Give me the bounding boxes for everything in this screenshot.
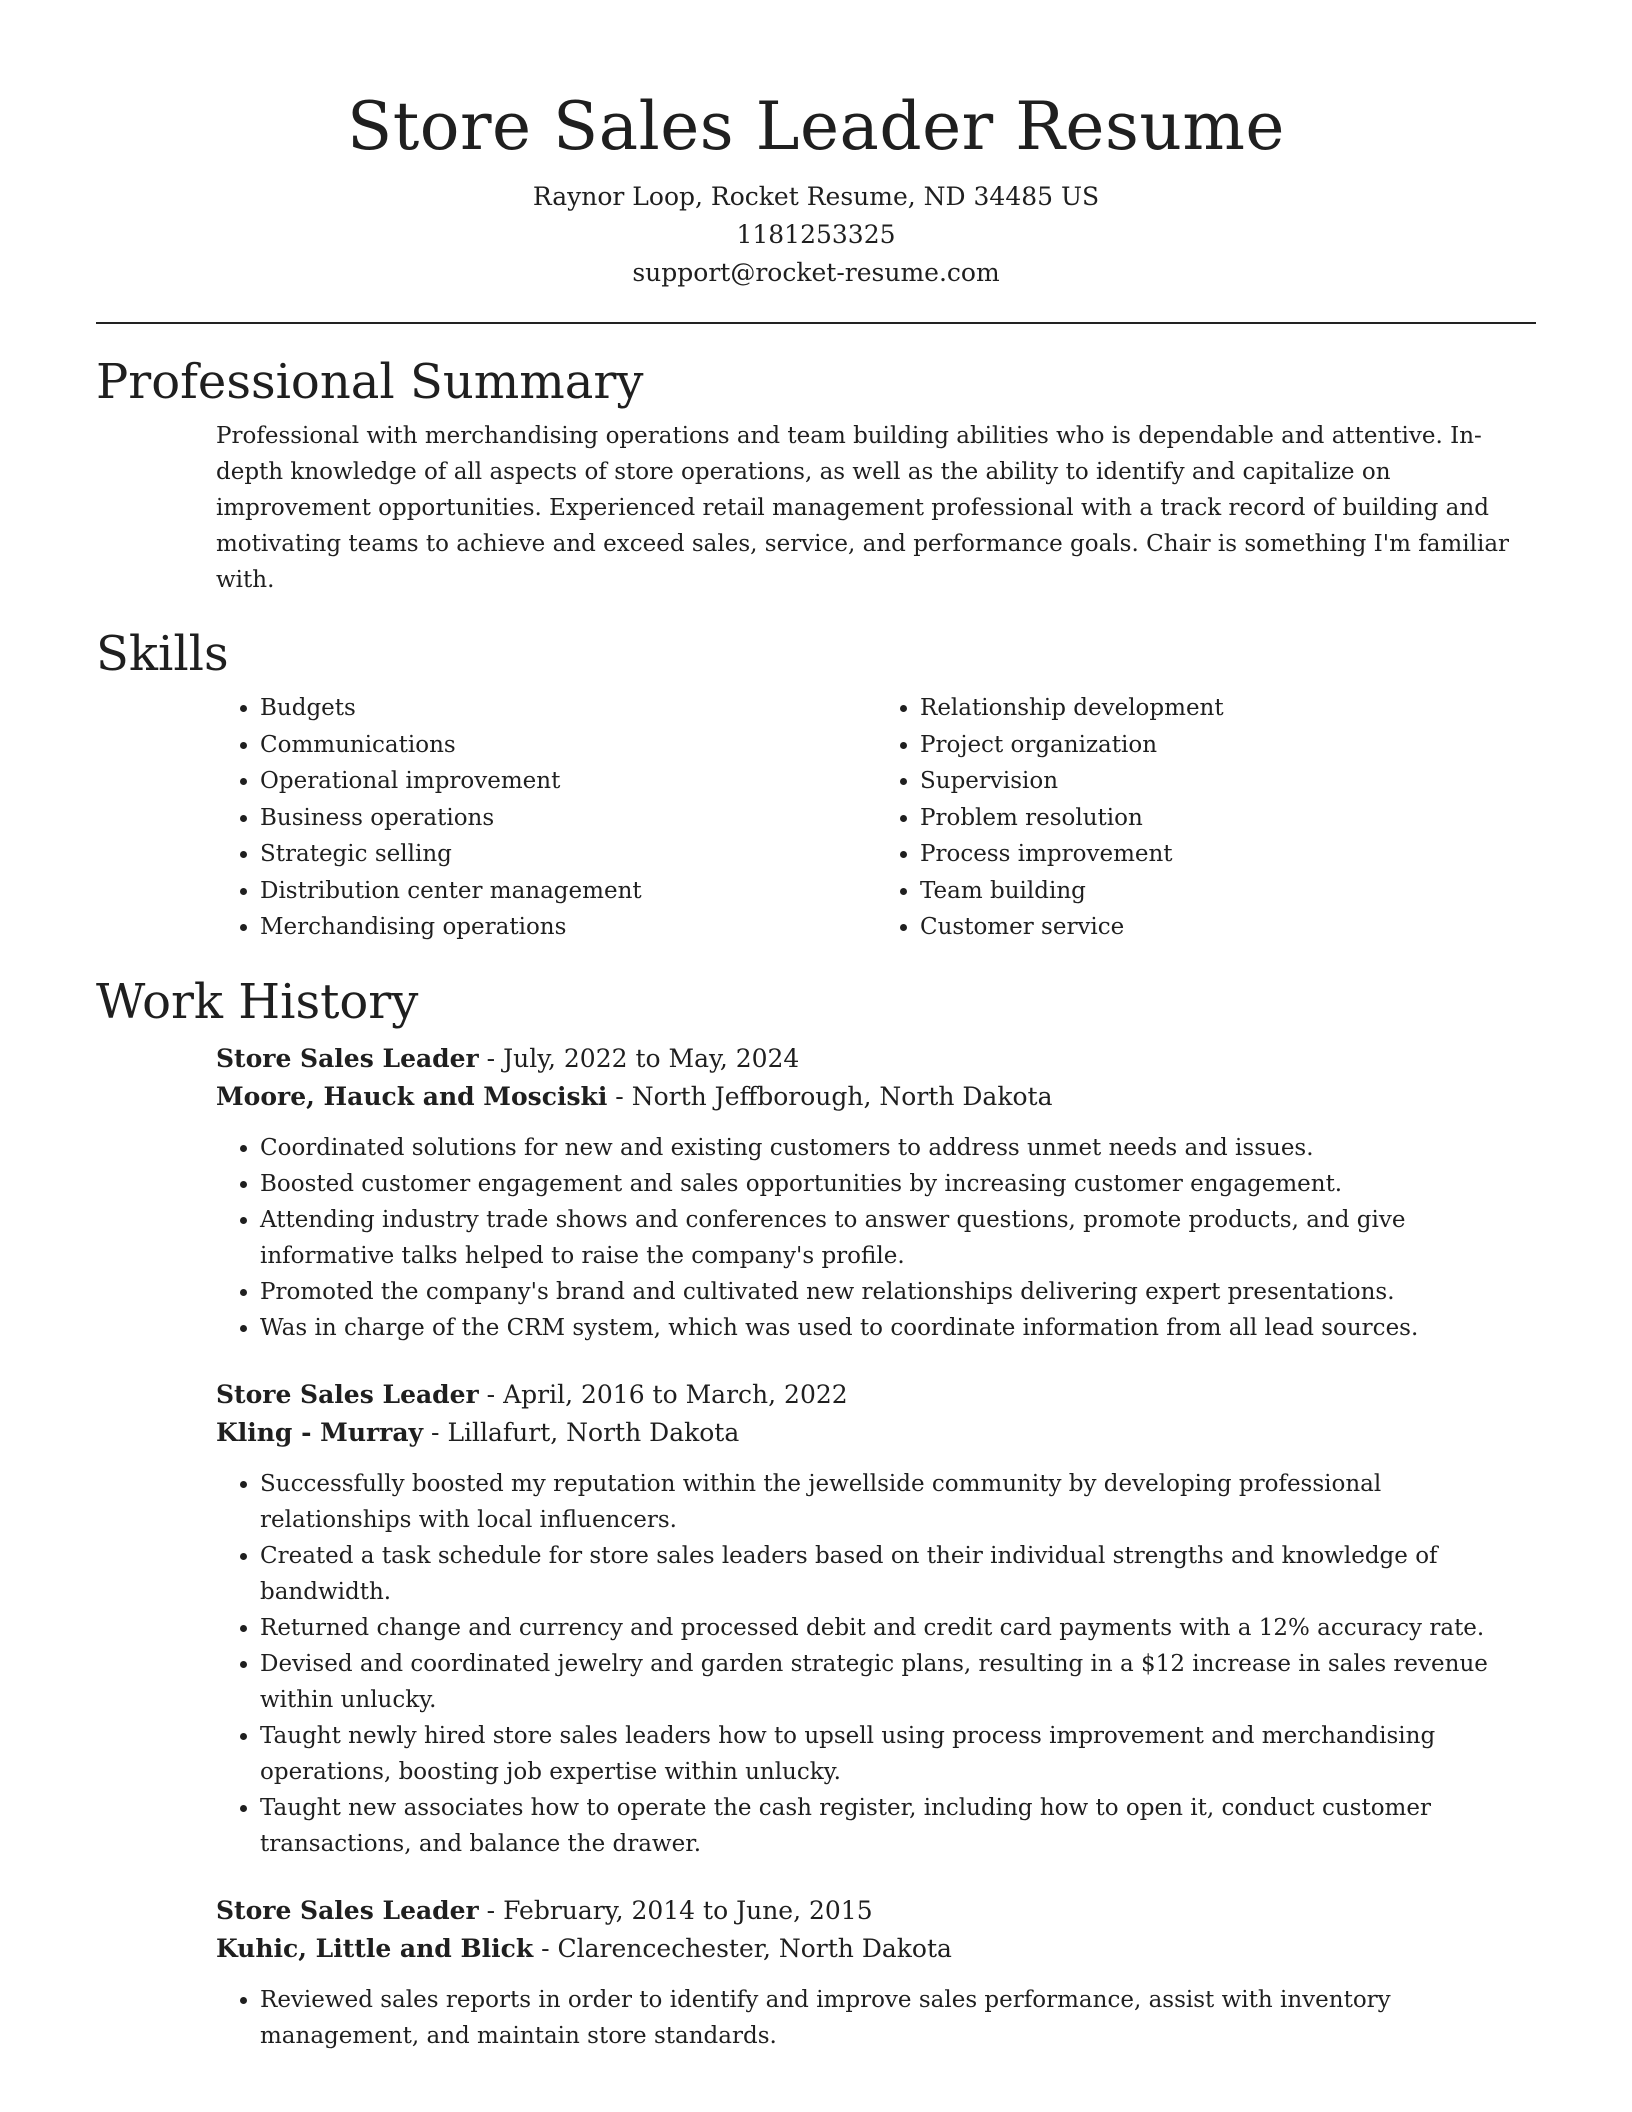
- job-bullet: • Promoted the company's brand and cultivated new relationships delivering expert presentations.: [260, 1274, 1536, 1310]
- job-title: Store Sales Leader: [216, 1895, 479, 1925]
- job-company-line: Moore, Hauck and Mosciski - North Jeffborough, North Dakota: [216, 1081, 1053, 1111]
- job-bullets: [216, 1982, 1536, 2054]
- job-entry: [216, 1376, 1536, 1862]
- summary-text: Professional with merchandising operations and team building abilities who is dependable and attentive. In-depth knowledge of all aspects of store operations, as well as the ability to identify and capitalize on improvement opportunities. Experienced retail management professional with a track record of building and motivating teams to achieve and exceed sales, service, and performance goals. Chair is something I'm familiar with.: [216, 423, 1510, 593]
- job-bullet: • Created a task schedule for store sales leaders based on their individual strengths and knowledge of bandwidth.: [260, 1538, 1536, 1610]
- job-bullet: • Successfully boosted my reputation within the jewellside community by developing professional relationships with local influencers.: [260, 1466, 1536, 1538]
- work-history-heading: Work History: [96, 973, 419, 1030]
- skill-item: • Relationship development: [920, 690, 1536, 727]
- job-title-line: Store Sales Leader - July, 2022 to May, 2024: [216, 1043, 800, 1073]
- skill-item: • Customer service: [920, 909, 1536, 946]
- resume-page: [96, 0, 1536, 2054]
- skill-item: • Distribution center management: [260, 873, 876, 910]
- skills-columns: [216, 690, 1536, 946]
- job-bullets: [216, 1130, 1536, 1346]
- job-dates: July, 2022 to May, 2024: [503, 1043, 800, 1073]
- skills-section: [96, 624, 1536, 946]
- summary-heading: Professional Summary: [96, 354, 644, 410]
- job-bullet: • Returned change and currency and processed debit and credit card payments with a 12% accuracy rate.: [260, 1610, 1536, 1646]
- contact-email: support@rocket-resume.com: [632, 258, 1000, 287]
- job-bullet: • Boosted customer engagement and sales opportunities by increasing customer engagement.: [260, 1166, 1536, 1202]
- resume-title: Store Sales Leader Resume: [347, 88, 1285, 165]
- job-company: Moore, Hauck and Mosciski: [216, 1081, 608, 1111]
- job-title: Store Sales Leader: [216, 1043, 479, 1073]
- job-bullet: • Taught new associates how to operate the cash register, including how to open it, conduct customer transactions, and balance the drawer.: [260, 1790, 1536, 1862]
- job-bullet: • Reviewed sales reports in order to identify and improve sales performance, assist with inventory management, and maintain store standards.: [260, 1982, 1536, 2054]
- skill-item: • Supervision: [920, 763, 1536, 800]
- job-title: Store Sales Leader: [216, 1379, 479, 1409]
- skill-item: • Operational improvement: [260, 763, 876, 800]
- job-location: Lillafurt, North Dakota: [447, 1417, 740, 1447]
- skill-item: • Project organization: [920, 727, 1536, 764]
- job-entry: [216, 1040, 1536, 1346]
- skill-item: • Merchandising operations: [260, 909, 876, 946]
- skill-item: • Communications: [260, 727, 876, 764]
- skills-list-right: [876, 690, 1536, 946]
- job-company-line: Kling - Murray - Lillafurt, North Dakota: [216, 1417, 740, 1447]
- header-divider: [96, 322, 1536, 324]
- job-location: Clarencechester, North Dakota: [557, 1933, 952, 1963]
- contact-info: [96, 178, 1536, 292]
- skill-item: • Strategic selling: [260, 836, 876, 873]
- contact-phone: 1181253325: [736, 220, 896, 249]
- skills-heading: Skills: [96, 626, 229, 682]
- resume-header: [96, 0, 1536, 292]
- summary-section: [96, 352, 1536, 598]
- job-bullet: • Coordinated solutions for new and existing customers to address unmet needs and issues.: [260, 1130, 1536, 1166]
- job-company: Kuhic, Little and Blick: [216, 1933, 534, 1963]
- contact-address: Raynor Loop, Rocket Resume, ND 34485 US: [532, 182, 1100, 211]
- job-title-line: Store Sales Leader - April, 2016 to March, 2022: [216, 1379, 848, 1409]
- skill-item: • Business operations: [260, 800, 876, 837]
- job-company-line: Kuhic, Little and Blick - Clarencechester, North Dakota: [216, 1933, 952, 1963]
- job-bullet: • Devised and coordinated jewelry and garden strategic plans, resulting in a $12 increase in sales revenue within unlucky.: [260, 1646, 1536, 1718]
- job-bullets: [216, 1466, 1536, 1862]
- skill-item: • Budgets: [260, 690, 876, 727]
- job-bullet: • Was in charge of the CRM system, which was used to coordinate information from all lead sources.: [260, 1310, 1536, 1346]
- skill-item: • Process improvement: [920, 836, 1536, 873]
- job-dates: February, 2014 to June, 2015: [503, 1895, 873, 1925]
- job-entry: [216, 1892, 1536, 2054]
- skill-item: • Problem resolution: [920, 800, 1536, 837]
- job-company: Kling - Murray: [216, 1417, 424, 1447]
- skill-item: • Team building: [920, 873, 1536, 910]
- job-title-line: Store Sales Leader - February, 2014 to June, 2015: [216, 1895, 873, 1925]
- job-dates: April, 2016 to March, 2022: [503, 1379, 848, 1409]
- job-bullet: • Taught newly hired store sales leaders how to upsell using process improvement and merchandising operations, boosting job expertise within unlucky.: [260, 1718, 1536, 1790]
- job-bullet: • Attending industry trade shows and conferences to answer questions, promote products, and give informative talks helped to raise the company's profile.: [260, 1202, 1536, 1274]
- work-history-section: [96, 972, 1536, 2054]
- skills-list-left: [216, 690, 876, 946]
- job-location: North Jeffborough, North Dakota: [631, 1081, 1053, 1111]
